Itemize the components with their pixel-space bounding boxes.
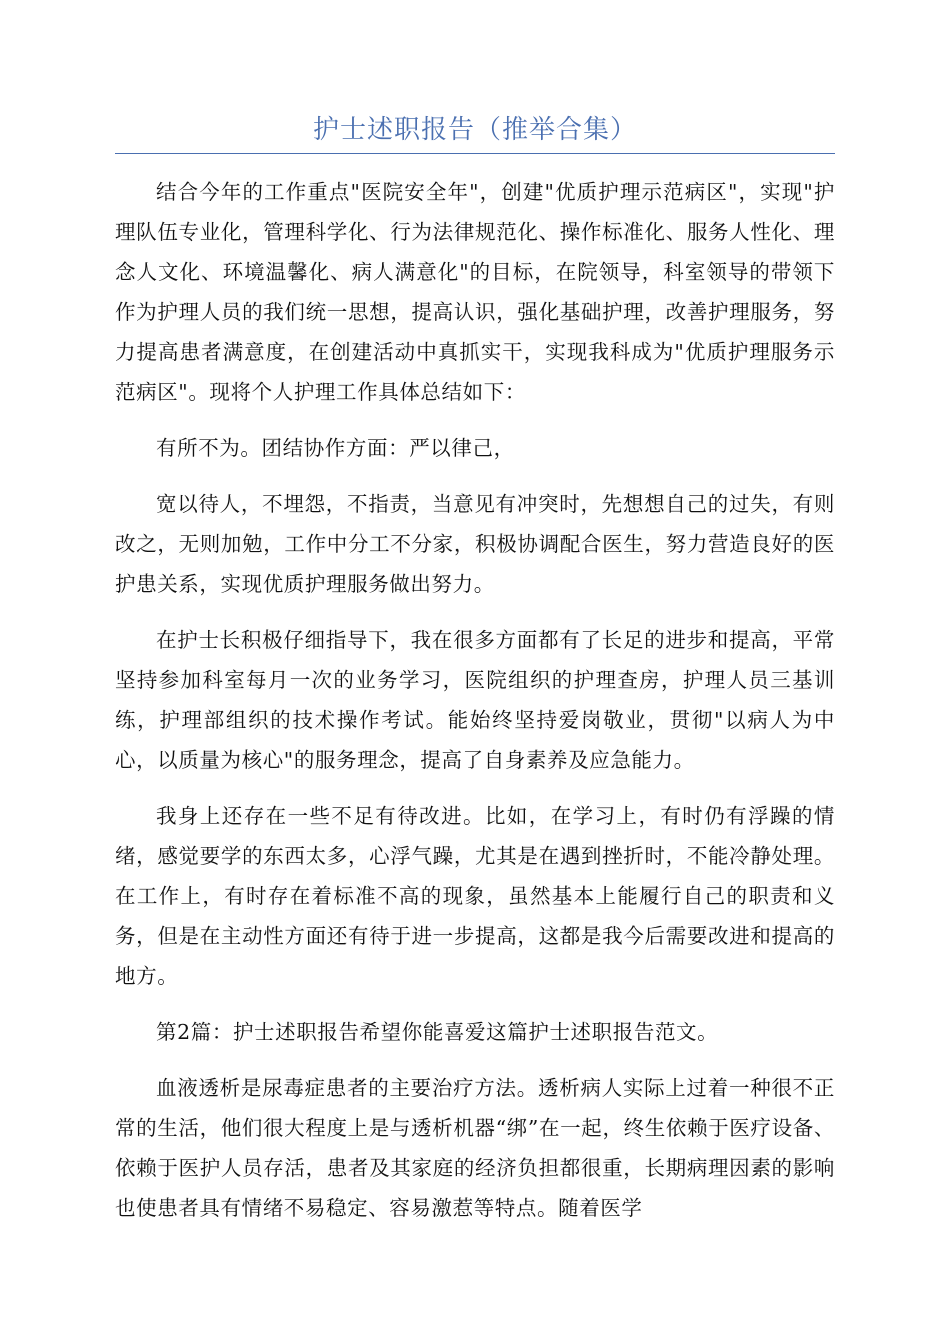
paragraph: 血液透析是尿毒症患者的主要治疗方法。透析病人实际上过着一种很不正常的生活，他们很大程度上是与透析机器“绑”在一起，终生依赖于医疗设备、依赖于医护人员存活，患者及其家庭的经济负担都很重，长期病理因素的影响也使患者具有情绪不易稳定、容易激惹等特点。随着医学 [115,1076,835,1220]
paragraph: 在护士长积极仔细指导下，我在很多方面都有了长足的进步和提高，平常坚持参加科室每月一次的业务学习，医院组织的护理查房，护理人员三基训练，护理部组织的技术操作考试。能始终坚持爱岗敬业，贯彻"以病人为中心，以质量为核心"的服务理念，提高了自身素养及应急能力。 [115,628,835,772]
document-title: 护士述职报告（推举合集） [312,115,637,145]
title-underline [115,153,835,154]
paragraph: 宽以待人，不埋怨，不指责，当意见有冲突时，先想想自己的过失，有则改之，无则加勉，工作中分工不分家，积极协调配合医生，努力营造良好的医护患关系，实现优质护理服务做出努力。 [115,492,835,596]
paragraph: 结合今年的工作重点"医院安全年"，创建"优质护理示范病区"，实现"护理队伍专业化，管理科学化、行为法律规范化、操作标准化、服务人性化、理念人文化、环境温馨化、病人满意化"的目标，在院领导，科室领导的带领下作为护理人员的我们统一思想，提高认识，强化基础护理，改善护理服务，努力提高患者满意度，在创建活动中真抓实干，实现我科成为"优质护理服务示范病区"。现将个人护理工作具体总结如下： [115,180,835,404]
paragraph: 有所不为。团结协作方面：严以律己， [156,436,515,460]
document-body [115,172,835,1244]
paragraph: 我身上还存在一些不足有待改进。比如，在学习上，有时仍有浮躁的情绪，感觉要学的东西太多，心浮气躁，尤其是在遇到挫折时，不能冷静处理。在工作上，有时存在着标准不高的现象，虽然基本上能履行自己的职责和义务，但是在主动性方面还有待于进一步提高，这都是我今后需要改进和提高的地方。 [115,804,835,988]
paragraph: 第2篇：护士述职报告希望你能喜爱这篇护士述职报告范文。 [156,1020,719,1044]
